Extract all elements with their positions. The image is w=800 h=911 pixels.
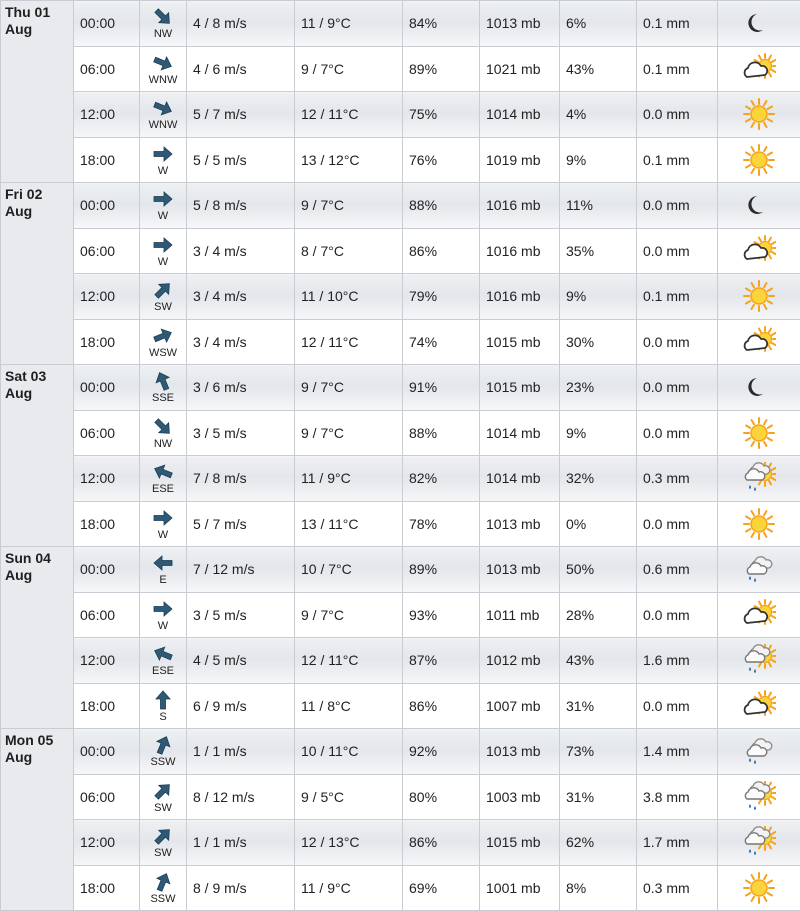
temperature-cell: 11 / 9°C bbox=[295, 456, 403, 502]
temperature-cell: 9 / 5°C bbox=[295, 774, 403, 820]
wind-direction-label: S bbox=[159, 711, 166, 723]
wind-direction-cell bbox=[140, 592, 187, 638]
time-cell: 06:00 bbox=[74, 410, 140, 456]
time-cell: 12:00 bbox=[74, 820, 140, 866]
wind-direction-label: WNW bbox=[149, 119, 178, 131]
wind-arrow-icon bbox=[151, 461, 175, 483]
forecast-row bbox=[1, 865, 800, 911]
wind-arrow-icon bbox=[151, 780, 175, 802]
forecast-body bbox=[1, 1, 800, 911]
precipitation-cell: 0.0 mm bbox=[637, 365, 718, 411]
cloud-cover-cell: 35% bbox=[560, 228, 637, 274]
pressure-cell: 1021 mb bbox=[480, 46, 560, 92]
humidity-cell: 75% bbox=[403, 92, 480, 138]
humidity-cell: 84% bbox=[403, 1, 480, 47]
wind-direction-label: SW bbox=[154, 847, 172, 859]
cloud-cover-cell: 11% bbox=[560, 183, 637, 229]
month-label: Aug bbox=[5, 203, 69, 220]
partly-cloudy-icon bbox=[742, 53, 776, 85]
humidity-cell: 69% bbox=[403, 865, 480, 911]
weather-icon-cell bbox=[718, 228, 800, 274]
temperature-cell: 9 / 7°C bbox=[295, 183, 403, 229]
precipitation-cell: 0.0 mm bbox=[637, 592, 718, 638]
cloud-cover-cell: 31% bbox=[560, 683, 637, 729]
precipitation-cell: 1.7 mm bbox=[637, 820, 718, 866]
cloud-cover-cell: 9% bbox=[560, 137, 637, 183]
temperature-cell: 12 / 11°C bbox=[295, 319, 403, 365]
pressure-cell: 1001 mb bbox=[480, 865, 560, 911]
forecast-row bbox=[1, 92, 800, 138]
wind-direction-cell bbox=[140, 547, 187, 593]
precipitation-cell: 0.3 mm bbox=[637, 456, 718, 502]
wind-arrow-icon bbox=[151, 689, 175, 711]
pressure-cell: 1019 mb bbox=[480, 137, 560, 183]
time-cell: 12:00 bbox=[74, 92, 140, 138]
humidity-cell: 74% bbox=[403, 319, 480, 365]
day-label: Fri 02 bbox=[5, 186, 69, 203]
wind-arrow-icon bbox=[151, 52, 175, 74]
wind-direction-label: ESE bbox=[152, 483, 174, 495]
weather-icon-cell bbox=[718, 729, 800, 775]
moon-icon bbox=[742, 7, 776, 39]
humidity-cell: 91% bbox=[403, 365, 480, 411]
forecast-row bbox=[1, 820, 800, 866]
temperature-cell: 9 / 7°C bbox=[295, 365, 403, 411]
time-cell: 18:00 bbox=[74, 137, 140, 183]
weather-icon-cell bbox=[718, 319, 800, 365]
time-cell: 00:00 bbox=[74, 365, 140, 411]
forecast-row bbox=[1, 319, 800, 365]
wind-direction-label: W bbox=[158, 620, 168, 632]
wind-speed-cell: 7 / 12 m/s bbox=[187, 547, 295, 593]
wind-speed-cell: 7 / 8 m/s bbox=[187, 456, 295, 502]
wind-direction-cell bbox=[140, 774, 187, 820]
wind-direction-cell bbox=[140, 137, 187, 183]
wind-speed-cell: 4 / 8 m/s bbox=[187, 1, 295, 47]
day-label: Sun 04 bbox=[5, 550, 69, 567]
weather-icon-cell bbox=[718, 592, 800, 638]
pressure-cell: 1014 mb bbox=[480, 410, 560, 456]
wind-direction-label: WNW bbox=[149, 74, 178, 86]
humidity-cell: 89% bbox=[403, 46, 480, 92]
weather-icon-cell bbox=[718, 865, 800, 911]
forecast-row bbox=[1, 1, 800, 47]
wind-direction-label: WSW bbox=[149, 347, 177, 359]
temperature-cell: 8 / 7°C bbox=[295, 228, 403, 274]
moon-icon bbox=[742, 189, 776, 221]
cloud-cover-cell: 50% bbox=[560, 547, 637, 593]
time-cell: 06:00 bbox=[74, 228, 140, 274]
pressure-cell: 1016 mb bbox=[480, 274, 560, 320]
time-cell: 12:00 bbox=[74, 638, 140, 684]
day-cell bbox=[1, 1, 74, 183]
time-cell: 06:00 bbox=[74, 592, 140, 638]
forecast-row bbox=[1, 365, 800, 411]
weather-icon-cell bbox=[718, 137, 800, 183]
time-cell: 00:00 bbox=[74, 183, 140, 229]
wind-speed-cell: 4 / 5 m/s bbox=[187, 638, 295, 684]
weather-icon-cell bbox=[718, 501, 800, 547]
precipitation-cell: 0.0 mm bbox=[637, 683, 718, 729]
sun-icon bbox=[742, 417, 776, 449]
time-cell: 00:00 bbox=[74, 547, 140, 593]
wind-speed-cell: 1 / 1 m/s bbox=[187, 729, 295, 775]
precipitation-cell: 0.0 mm bbox=[637, 410, 718, 456]
wind-speed-cell: 5 / 5 m/s bbox=[187, 137, 295, 183]
wind-speed-cell: 3 / 5 m/s bbox=[187, 410, 295, 456]
pressure-cell: 1014 mb bbox=[480, 456, 560, 502]
partly-cloudy-icon bbox=[742, 690, 776, 722]
precipitation-cell: 0.1 mm bbox=[637, 46, 718, 92]
humidity-cell: 76% bbox=[403, 137, 480, 183]
moon-icon bbox=[742, 371, 776, 403]
weather-icon-cell bbox=[718, 183, 800, 229]
cloud-cover-cell: 4% bbox=[560, 92, 637, 138]
wind-speed-cell: 3 / 4 m/s bbox=[187, 274, 295, 320]
precipitation-cell: 0.6 mm bbox=[637, 547, 718, 593]
cloud-cover-cell: 43% bbox=[560, 46, 637, 92]
wind-arrow-icon bbox=[151, 416, 175, 438]
time-cell: 00:00 bbox=[74, 729, 140, 775]
temperature-cell: 10 / 11°C bbox=[295, 729, 403, 775]
cloud-cover-cell: 9% bbox=[560, 410, 637, 456]
wind-arrow-icon bbox=[151, 734, 175, 756]
wind-arrow-icon bbox=[151, 552, 175, 574]
forecast-row bbox=[1, 228, 800, 274]
cloud-cover-cell: 62% bbox=[560, 820, 637, 866]
pressure-cell: 1013 mb bbox=[480, 1, 560, 47]
time-cell: 06:00 bbox=[74, 774, 140, 820]
wind-arrow-icon bbox=[151, 598, 175, 620]
cloud-cover-cell: 9% bbox=[560, 274, 637, 320]
cloud-cover-cell: 6% bbox=[560, 1, 637, 47]
sun-icon bbox=[742, 144, 776, 176]
pressure-cell: 1015 mb bbox=[480, 319, 560, 365]
forecast-row bbox=[1, 137, 800, 183]
month-label: Aug bbox=[5, 567, 69, 584]
partly-cloudy-icon bbox=[742, 235, 776, 267]
precipitation-cell: 0.0 mm bbox=[637, 92, 718, 138]
wind-direction-cell bbox=[140, 683, 187, 729]
wind-direction-label: W bbox=[158, 529, 168, 541]
sun-icon bbox=[742, 872, 776, 904]
wind-arrow-icon bbox=[151, 143, 175, 165]
forecast-row bbox=[1, 274, 800, 320]
wind-arrow-icon bbox=[151, 507, 175, 529]
cloud-cover-cell: 0% bbox=[560, 501, 637, 547]
wind-direction-cell bbox=[140, 410, 187, 456]
wind-direction-label: W bbox=[158, 256, 168, 268]
day-cell bbox=[1, 183, 74, 365]
partly-cloudy-icon bbox=[742, 326, 776, 358]
day-label: Mon 05 bbox=[5, 732, 69, 749]
partly-cloudy-icon bbox=[742, 599, 776, 631]
precipitation-cell: 0.3 mm bbox=[637, 865, 718, 911]
cloud-cover-cell: 32% bbox=[560, 456, 637, 502]
wind-direction-cell bbox=[140, 638, 187, 684]
wind-arrow-icon bbox=[151, 97, 175, 119]
wind-speed-cell: 5 / 7 m/s bbox=[187, 92, 295, 138]
wind-speed-cell: 3 / 6 m/s bbox=[187, 365, 295, 411]
wind-speed-cell: 3 / 5 m/s bbox=[187, 592, 295, 638]
humidity-cell: 79% bbox=[403, 274, 480, 320]
humidity-cell: 93% bbox=[403, 592, 480, 638]
wind-speed-cell: 3 / 4 m/s bbox=[187, 228, 295, 274]
sun-icon bbox=[742, 508, 776, 540]
humidity-cell: 89% bbox=[403, 547, 480, 593]
humidity-cell: 87% bbox=[403, 638, 480, 684]
humidity-cell: 86% bbox=[403, 820, 480, 866]
wind-speed-cell: 4 / 6 m/s bbox=[187, 46, 295, 92]
wind-arrow-icon bbox=[151, 188, 175, 210]
month-label: Aug bbox=[5, 21, 69, 38]
sun-shower-icon bbox=[742, 644, 776, 676]
wind-direction-label: SSE bbox=[152, 392, 174, 404]
wind-speed-cell: 8 / 9 m/s bbox=[187, 865, 295, 911]
weather-icon-cell bbox=[718, 46, 800, 92]
forecast-row bbox=[1, 592, 800, 638]
day-cell bbox=[1, 547, 74, 729]
time-cell: 12:00 bbox=[74, 274, 140, 320]
wind-direction-cell bbox=[140, 1, 187, 47]
wind-direction-cell bbox=[140, 228, 187, 274]
forecast-row bbox=[1, 501, 800, 547]
humidity-cell: 82% bbox=[403, 456, 480, 502]
wind-direction-cell bbox=[140, 729, 187, 775]
temperature-cell: 9 / 7°C bbox=[295, 46, 403, 92]
sun-shower-icon bbox=[742, 462, 776, 494]
wind-direction-cell bbox=[140, 365, 187, 411]
precipitation-cell: 0.0 mm bbox=[637, 183, 718, 229]
wind-direction-label: SW bbox=[154, 301, 172, 313]
pressure-cell: 1013 mb bbox=[480, 501, 560, 547]
sun-shower-icon bbox=[742, 781, 776, 813]
time-cell: 00:00 bbox=[74, 1, 140, 47]
month-label: Aug bbox=[5, 385, 69, 402]
cloud-cover-cell: 8% bbox=[560, 865, 637, 911]
pressure-cell: 1014 mb bbox=[480, 92, 560, 138]
weather-icon-cell bbox=[718, 456, 800, 502]
cloud-cover-cell: 73% bbox=[560, 729, 637, 775]
wind-direction-cell bbox=[140, 820, 187, 866]
precipitation-cell: 3.8 mm bbox=[637, 774, 718, 820]
wind-speed-cell: 5 / 7 m/s bbox=[187, 501, 295, 547]
sun-icon bbox=[742, 280, 776, 312]
wind-direction-cell bbox=[140, 92, 187, 138]
wind-direction-cell bbox=[140, 274, 187, 320]
wind-direction-label: W bbox=[158, 165, 168, 177]
wind-direction-cell bbox=[140, 456, 187, 502]
temperature-cell: 13 / 12°C bbox=[295, 137, 403, 183]
wind-direction-label: SSW bbox=[150, 756, 175, 768]
temperature-cell: 10 / 7°C bbox=[295, 547, 403, 593]
wind-direction-label: SW bbox=[154, 802, 172, 814]
humidity-cell: 86% bbox=[403, 683, 480, 729]
night-shower-icon bbox=[742, 735, 776, 767]
time-cell: 18:00 bbox=[74, 501, 140, 547]
wind-direction-label: NW bbox=[154, 438, 172, 450]
cloud-cover-cell: 43% bbox=[560, 638, 637, 684]
wind-speed-cell: 5 / 8 m/s bbox=[187, 183, 295, 229]
weather-icon-cell bbox=[718, 683, 800, 729]
wind-arrow-icon bbox=[151, 6, 175, 28]
cloud-cover-cell: 28% bbox=[560, 592, 637, 638]
forecast-row bbox=[1, 456, 800, 502]
wind-direction-label: SSW bbox=[150, 893, 175, 905]
wind-direction-cell bbox=[140, 319, 187, 365]
forecast-row bbox=[1, 729, 800, 775]
wind-speed-cell: 3 / 4 m/s bbox=[187, 319, 295, 365]
weather-icon-cell bbox=[718, 365, 800, 411]
wind-arrow-icon bbox=[151, 871, 175, 893]
pressure-cell: 1013 mb bbox=[480, 729, 560, 775]
wind-speed-cell: 6 / 9 m/s bbox=[187, 683, 295, 729]
wind-speed-cell: 8 / 12 m/s bbox=[187, 774, 295, 820]
weather-icon-cell bbox=[718, 274, 800, 320]
temperature-cell: 11 / 8°C bbox=[295, 683, 403, 729]
pressure-cell: 1007 mb bbox=[480, 683, 560, 729]
forecast-row bbox=[1, 46, 800, 92]
wind-arrow-icon bbox=[151, 370, 175, 392]
wind-arrow-icon bbox=[151, 825, 175, 847]
temperature-cell: 11 / 10°C bbox=[295, 274, 403, 320]
humidity-cell: 78% bbox=[403, 501, 480, 547]
forecast-row bbox=[1, 410, 800, 456]
wind-arrow-icon bbox=[151, 279, 175, 301]
temperature-cell: 9 / 7°C bbox=[295, 410, 403, 456]
wind-direction-cell bbox=[140, 501, 187, 547]
pressure-cell: 1003 mb bbox=[480, 774, 560, 820]
wind-speed-cell: 1 / 1 m/s bbox=[187, 820, 295, 866]
precipitation-cell: 0.1 mm bbox=[637, 274, 718, 320]
temperature-cell: 12 / 11°C bbox=[295, 92, 403, 138]
pressure-cell: 1012 mb bbox=[480, 638, 560, 684]
temperature-cell: 11 / 9°C bbox=[295, 1, 403, 47]
wind-direction-label: ESE bbox=[152, 665, 174, 677]
wind-arrow-icon bbox=[151, 325, 175, 347]
humidity-cell: 92% bbox=[403, 729, 480, 775]
weather-icon-cell bbox=[718, 820, 800, 866]
precipitation-cell: 0.0 mm bbox=[637, 228, 718, 274]
wind-direction-label: W bbox=[158, 210, 168, 222]
precipitation-cell: 1.6 mm bbox=[637, 638, 718, 684]
cloud-cover-cell: 30% bbox=[560, 319, 637, 365]
day-cell bbox=[1, 365, 74, 547]
weather-icon-cell bbox=[718, 410, 800, 456]
wind-direction-label: NW bbox=[154, 28, 172, 40]
forecast-row bbox=[1, 183, 800, 229]
wind-direction-label: E bbox=[159, 574, 166, 586]
sun-shower-icon bbox=[742, 826, 776, 858]
wind-arrow-icon bbox=[151, 234, 175, 256]
time-cell: 18:00 bbox=[74, 683, 140, 729]
temperature-cell: 11 / 9°C bbox=[295, 865, 403, 911]
forecast-row bbox=[1, 683, 800, 729]
time-cell: 06:00 bbox=[74, 46, 140, 92]
wind-direction-cell bbox=[140, 183, 187, 229]
wind-direction-cell bbox=[140, 46, 187, 92]
weather-icon-cell bbox=[718, 547, 800, 593]
humidity-cell: 88% bbox=[403, 183, 480, 229]
precipitation-cell: 0.1 mm bbox=[637, 1, 718, 47]
precipitation-cell: 1.4 mm bbox=[637, 729, 718, 775]
pressure-cell: 1013 mb bbox=[480, 547, 560, 593]
weather-icon-cell bbox=[718, 92, 800, 138]
pressure-cell: 1016 mb bbox=[480, 183, 560, 229]
forecast-row bbox=[1, 547, 800, 593]
humidity-cell: 88% bbox=[403, 410, 480, 456]
weather-icon-cell bbox=[718, 774, 800, 820]
pressure-cell: 1011 mb bbox=[480, 592, 560, 638]
forecast-row bbox=[1, 638, 800, 684]
temperature-cell: 13 / 11°C bbox=[295, 501, 403, 547]
cloud-cover-cell: 23% bbox=[560, 365, 637, 411]
precipitation-cell: 0.0 mm bbox=[637, 501, 718, 547]
precipitation-cell: 0.0 mm bbox=[637, 319, 718, 365]
night-shower-icon bbox=[742, 553, 776, 585]
wind-direction-cell bbox=[140, 865, 187, 911]
month-label: Aug bbox=[5, 749, 69, 766]
temperature-cell: 12 / 11°C bbox=[295, 638, 403, 684]
day-label: Sat 03 bbox=[5, 368, 69, 385]
pressure-cell: 1015 mb bbox=[480, 820, 560, 866]
humidity-cell: 80% bbox=[403, 774, 480, 820]
precipitation-cell: 0.1 mm bbox=[637, 137, 718, 183]
wind-arrow-icon bbox=[151, 643, 175, 665]
pressure-cell: 1016 mb bbox=[480, 228, 560, 274]
temperature-cell: 9 / 7°C bbox=[295, 592, 403, 638]
temperature-cell: 12 / 13°C bbox=[295, 820, 403, 866]
day-cell bbox=[1, 729, 74, 911]
weather-icon-cell bbox=[718, 638, 800, 684]
day-label: Thu 01 bbox=[5, 4, 69, 21]
time-cell: 12:00 bbox=[74, 456, 140, 502]
weather-icon-cell bbox=[718, 1, 800, 47]
pressure-cell: 1015 mb bbox=[480, 365, 560, 411]
humidity-cell: 86% bbox=[403, 228, 480, 274]
sun-icon bbox=[742, 98, 776, 130]
time-cell: 18:00 bbox=[74, 865, 140, 911]
forecast-row bbox=[1, 774, 800, 820]
cloud-cover-cell: 31% bbox=[560, 774, 637, 820]
time-cell: 18:00 bbox=[74, 319, 140, 365]
